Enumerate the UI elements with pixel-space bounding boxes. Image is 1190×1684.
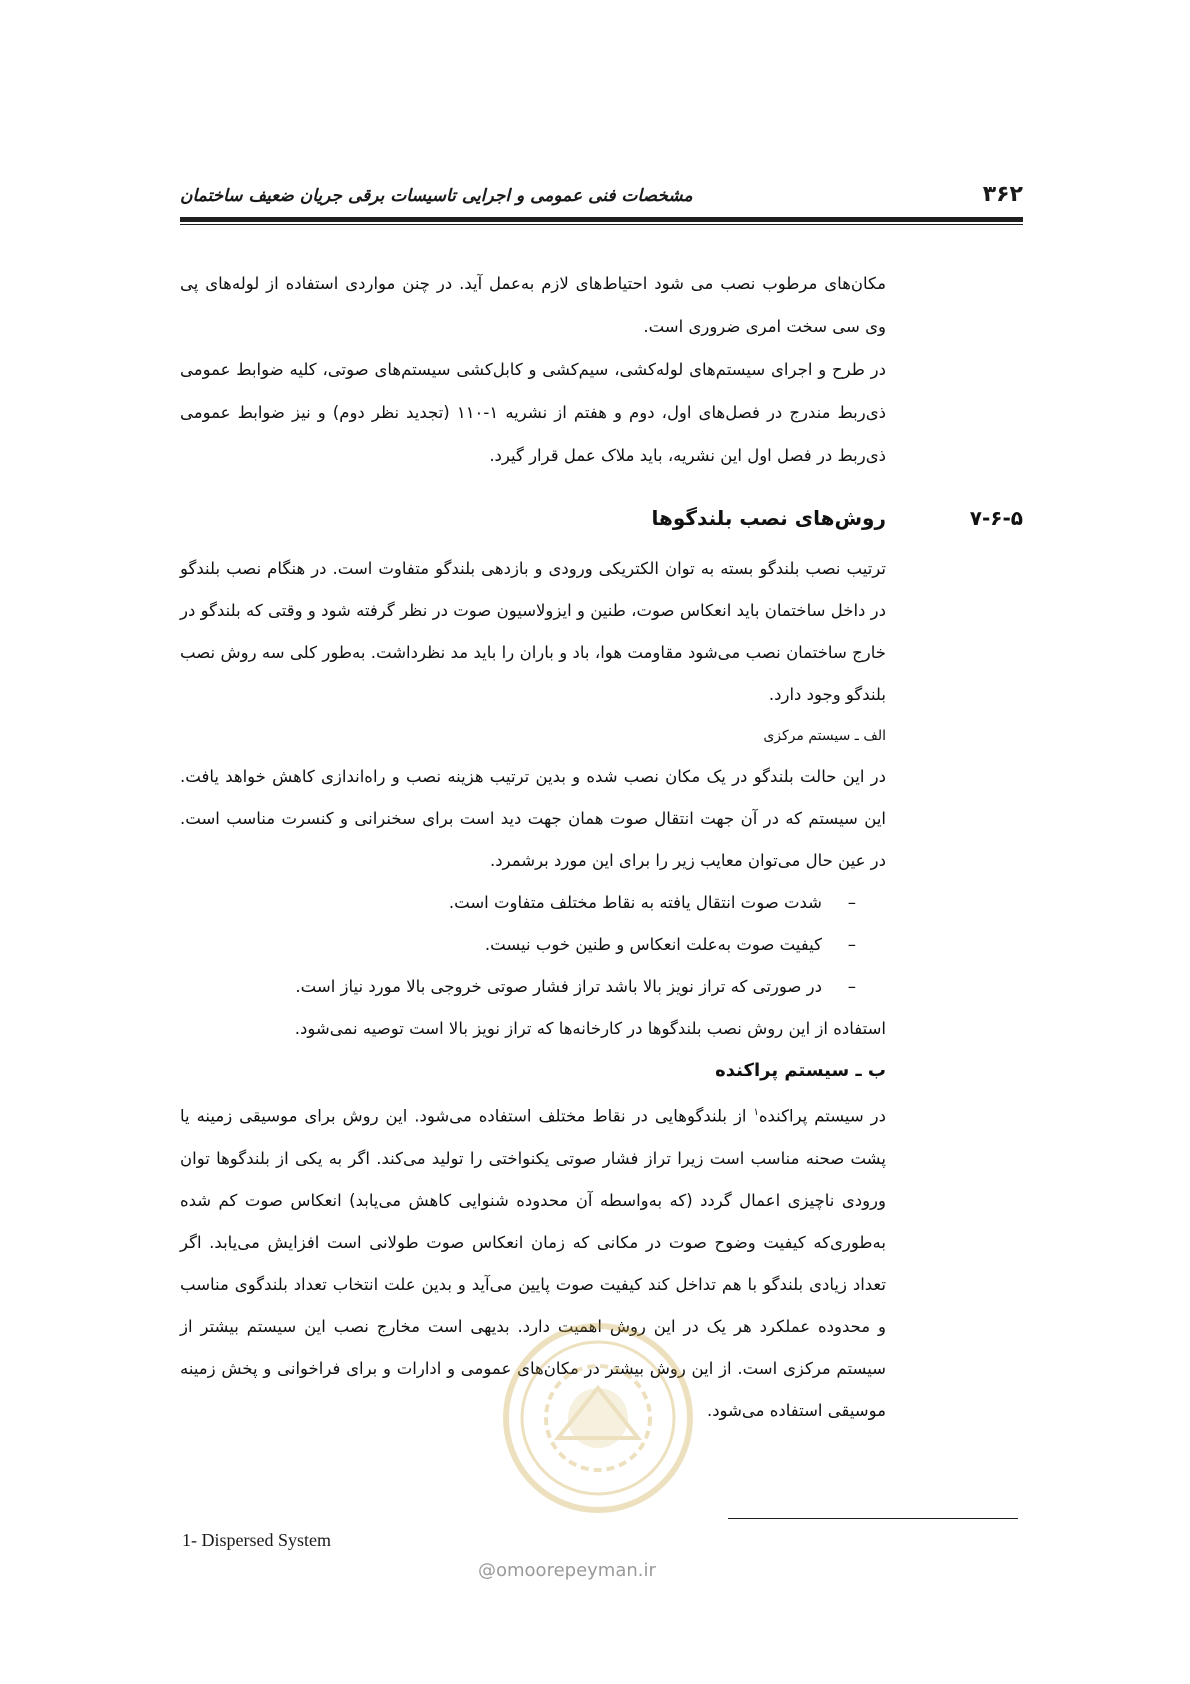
watermark-url: @omoorepeyman.ir (478, 1560, 656, 1581)
seal-logo-icon (498, 1318, 698, 1518)
list-item (180, 924, 886, 966)
paragraph: استفاده از این روش نصب بلندگوها در کارخانه‌ها که تراز نویز بالا است توصیه نمی‌شود. (294, 1019, 886, 1038)
list-item (180, 882, 886, 924)
section-title: روش‌های نصب بلندگوها (651, 506, 886, 530)
footnote-marker: ۱ (753, 1107, 759, 1118)
bullet-dash: – (847, 977, 856, 996)
paragraph: ترتیب نصب بلندگو بسته به توان الکتریکی ورودی و بازدهی بلندگو متفاوت است. در هنگام نصب بلندگو در داخل ساختمان باید انعکاس صوت، طنین و ایزولاسیون صوت در نظر گرفته شود و وقتی که بلندگو در خارج ساختمان نصب می‌شود مقاومت هوا، باد و باران را باید مد نظرداشت. به‌طور کلی سه روش نصب بلندگو وجود دارد. (180, 559, 886, 704)
paragraph-text: در سیستم پراکنده (758, 1106, 886, 1126)
section-number: ۷-۶-۵ (969, 506, 1023, 530)
running-title: مشخصات فنی عمومی و اجرایی تاسیسات برقی جریان ضعیف ساختمان (180, 186, 693, 206)
footnote-rule (728, 1518, 1018, 1519)
intro-text (180, 262, 886, 477)
paragraph-text: از بلندگوهایی در نقاط مختلف استفاده می‌شود. این روش برای موسیقی زمینه یا پشت صحنه مناسب است زیرا تراز فشار صوتی یکنواختی را تولید می‌کند. اگر به یکی از بلندگوها توان ورودی ناچیزی اعمال گردد (که به‌واسطه آن محدوده شنوایی کاهش می‌یابد) انعکاس صوت کم شده به‌طوری‌که کیفیت وضوح صوت در مکانی که زمان انعکاس صوت طولانی است افزایش می‌یابد. اگر تعداد زیادی بلندگو با هم تداخل کند کیفیت صوت پایین می‌آید و بدین علت انتخاب تعداد بلندگوی مناسب و محدوده عملکرد هر یک در این روش اهمیت دارد. بدیهی است مخارج نصب این سیستم بیشتر از سیستم مرکزی است. از این روش بیشتر در مکان‌های عمومی و ادارات و برای فراخوانی و پخش زمینه موسیقی استفاده می‌شود. (180, 1106, 886, 1420)
list-item-text: کیفیت صوت به‌علت انعکاس و طنین خوب نیست. (484, 935, 822, 954)
bullet-dash: – (847, 935, 856, 954)
header-rule-thin (180, 224, 1023, 225)
section-body (180, 548, 886, 1432)
bullet-dash: – (847, 893, 856, 912)
paragraph: در این حالت بلندگو در یک مکان نصب شده و بدین ترتیب هزینه نصب و راه‌اندازی کاهش خواهد یافت. این سیستم که در آن جهت انتقال صوت همان جهت دید است برای سخنرانی و کنسرت مناسب است. در عین حال می‌توان معایب زیر را برای این مورد برشمرد. (180, 767, 886, 870)
header-rule (180, 217, 1023, 222)
list-item (180, 966, 886, 1008)
section-heading (180, 502, 1023, 542)
list-item-text: شدت صوت انتقال یافته به نقاط مختلف متفاوت است. (448, 893, 822, 912)
paragraph: در طرح و اجرای سیستم‌های لوله‌کشی، سیم‌کشی و کابل‌کشی سیستم‌های صوتی، کلیه ضوابط عمومی ذی‌ربط مندرج در فصل‌های اول، دوم و هفتم از نشریه ۱-۱۱۰ (تجدید نظر دوم) و نیز ضوابط عمومی ذی‌ربط در فصل اول این نشریه، باید ملاک عمل قرار گیرد. (180, 360, 886, 465)
page-header (180, 182, 1023, 212)
subsection-heading-dispersed: ب ـ سیستم پراکنده (715, 1060, 886, 1081)
paragraph: مکان‌های مرطوب نصب می شود احتیاط‌های لازم به‌عمل آید. در چنن مواردی استفاده از لوله‌های پی وی سی سخت امری ضروری است. (180, 274, 886, 336)
footnote: 1- Dispersed System (182, 1530, 331, 1550)
page-number: ۳۶۲ (982, 182, 1023, 207)
list-item-text: در صورتی که تراز نویز بالا باشد تراز فشار صوتی خروجی بالا مورد نیاز است. (295, 977, 822, 996)
subsection-heading-central: الف ـ سیستم مرکزی (763, 728, 886, 744)
